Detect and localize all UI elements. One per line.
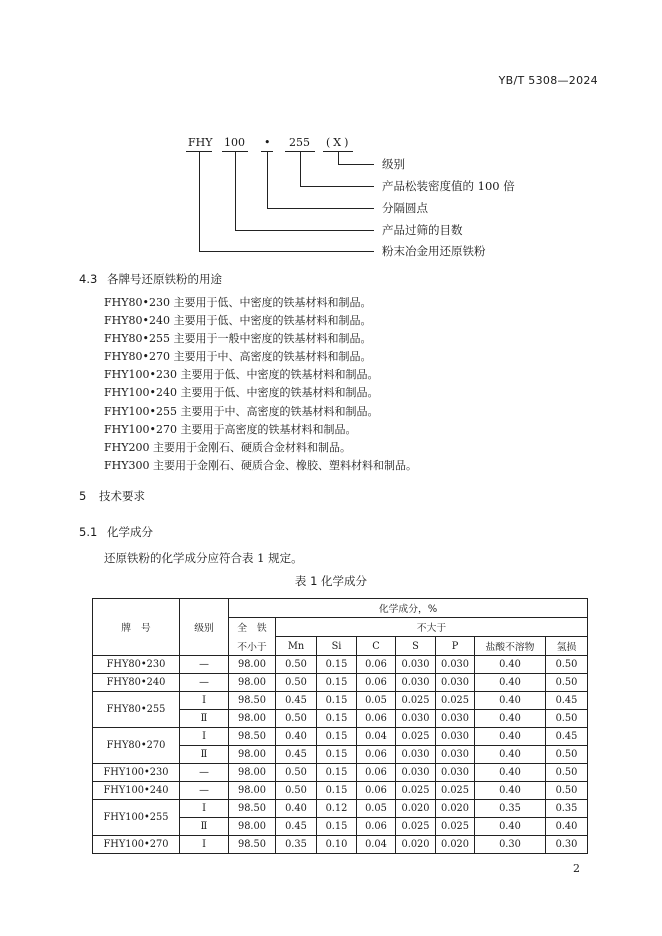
cell-value: 0.030 [396, 710, 436, 728]
code-part-density: 255 [289, 136, 310, 149]
cell-value: 98.50 [229, 728, 276, 746]
cell-value: 0.15 [317, 764, 357, 782]
heading-4-3 [79, 271, 222, 287]
code-part-mesh: 100 [224, 136, 245, 149]
usage-item: FHY80•240 主要用于低、中密度的铁基材料和制品。 [104, 314, 372, 328]
cell-value: 98.00 [229, 746, 276, 764]
leader-level-v [338, 151, 339, 164]
cell-value: 0.40 [475, 818, 546, 836]
cell-value: 0.35 [475, 800, 546, 818]
standard-number: YB/T 5308—2024 [498, 74, 598, 87]
cell-value: 0.45 [276, 692, 317, 710]
heading-title: 各牌号还原铁粉的用途 [107, 272, 222, 286]
cell-value: 0.40 [546, 818, 588, 836]
header-col-hydrogen-loss: 氢损 [546, 637, 588, 656]
leader-density-h [300, 186, 374, 187]
usage-list [104, 294, 417, 475]
header-col-p: P [436, 637, 475, 656]
cell-value: 0.020 [436, 836, 475, 854]
usage-item: FHY80•270 主要用于中、高密度的铁基材料和制品。 [104, 350, 372, 364]
cell-value: 0.45 [546, 728, 588, 746]
cell-value: 0.40 [475, 728, 546, 746]
cell-value: 98.50 [229, 836, 276, 854]
cell-value: 0.020 [396, 800, 436, 818]
heading-number: 5 [79, 489, 87, 503]
cell-grade: FHY80•240 [93, 674, 180, 692]
cell-value: 0.025 [436, 782, 475, 800]
cell-level: Ⅰ [180, 800, 229, 818]
cell-value: 0.12 [317, 800, 357, 818]
cell-value: 0.06 [357, 818, 396, 836]
cell-value: 0.15 [317, 818, 357, 836]
code-part-prefix: FHY [188, 136, 213, 149]
cell-level: — [180, 782, 229, 800]
header-col-mn: Mn [276, 637, 317, 656]
leader-mesh-v [235, 151, 236, 230]
cell-value: 0.04 [357, 728, 396, 746]
cell-grade: FHY80•270 [93, 728, 180, 764]
cell-value: 98.00 [229, 656, 276, 674]
heading-number: 4.3 [79, 272, 98, 286]
cell-value: 0.40 [276, 728, 317, 746]
cell-level: Ⅱ [180, 710, 229, 728]
cell-level: Ⅰ [180, 692, 229, 710]
cell-value: 0.40 [475, 692, 546, 710]
cell-grade: FHY80•230 [93, 656, 180, 674]
heading-title: 化学成分 [107, 525, 153, 539]
header-total-iron: 全 铁 [229, 618, 276, 637]
cell-value: 0.030 [436, 710, 475, 728]
cell-value: 0.40 [276, 800, 317, 818]
cell-value: 0.06 [357, 656, 396, 674]
cell-value: 0.30 [475, 836, 546, 854]
cell-value: 0.10 [317, 836, 357, 854]
cell-level: Ⅰ [180, 728, 229, 746]
cell-value: 0.35 [546, 800, 588, 818]
cell-value: 0.50 [276, 764, 317, 782]
usage-item: FHY100•255 主要用于中、高密度的铁基材料和制品。 [104, 404, 379, 418]
cell-value: 0.50 [546, 674, 588, 692]
table-row [93, 836, 588, 854]
cell-value: 0.35 [276, 836, 317, 854]
cell-level: — [180, 764, 229, 782]
cell-value: 0.45 [546, 692, 588, 710]
header-col-c: C [357, 637, 396, 656]
table-caption: 表 1 化学成分 [294, 574, 368, 588]
cell-value: 0.05 [357, 692, 396, 710]
cell-value: 0.020 [436, 800, 475, 818]
cell-value: 0.40 [475, 764, 546, 782]
cell-value: 0.06 [357, 782, 396, 800]
cell-grade: FHY100•255 [93, 800, 180, 836]
table-row [93, 728, 588, 746]
cell-value: 0.030 [396, 674, 436, 692]
usage-item: FHY100•270 主要用于高密度的铁基材料和制品。 [104, 422, 357, 436]
leader-prefix-v [199, 151, 200, 251]
header-not-less: 不小于 [229, 637, 276, 656]
cell-value: 0.40 [475, 782, 546, 800]
cell-value: 0.50 [546, 656, 588, 674]
cell-grade: FHY100•270 [93, 836, 180, 854]
cell-value: 0.025 [436, 692, 475, 710]
cell-value: 0.50 [276, 674, 317, 692]
label-mesh: 产品过筛的目数 [382, 223, 463, 237]
cell-value: 0.15 [317, 710, 357, 728]
cell-value: 0.50 [546, 764, 588, 782]
cell-grade: FHY80•255 [93, 692, 180, 728]
cell-value: 0.50 [276, 656, 317, 674]
header-col-s: S [396, 637, 436, 656]
cell-value: 0.06 [357, 746, 396, 764]
usage-item: FHY100•230 主要用于低、中密度的铁基材料和制品。 [104, 368, 379, 382]
cell-value: 98.00 [229, 782, 276, 800]
usage-item: FHY300 主要用于金刚石、硬质合金、橡胶、塑料材料和制品。 [104, 458, 417, 472]
cell-value: 0.06 [357, 764, 396, 782]
cell-value: 0.025 [396, 782, 436, 800]
cell-level: — [180, 674, 229, 692]
cell-value: 0.40 [475, 674, 546, 692]
cell-value: 0.030 [436, 674, 475, 692]
header-level: 级别 [180, 599, 229, 656]
leader-prefix-h [199, 251, 374, 252]
cell-value: 0.15 [317, 674, 357, 692]
code-part-level: (X) [326, 136, 352, 149]
cell-value: 0.030 [436, 764, 475, 782]
cell-value: 0.45 [276, 818, 317, 836]
cell-level: Ⅰ [180, 836, 229, 854]
cell-value: 0.030 [396, 746, 436, 764]
cell-level: — [180, 656, 229, 674]
cell-value: 0.50 [276, 710, 317, 728]
cell-value: 0.030 [396, 764, 436, 782]
header-not-greater: 不大于 [276, 618, 588, 637]
label-product: 粉末冶金用还原铁粉 [382, 244, 486, 258]
cell-value: 98.00 [229, 764, 276, 782]
cell-value: 98.50 [229, 800, 276, 818]
cell-value: 0.40 [475, 656, 546, 674]
table-row [93, 692, 588, 710]
label-level: 级别 [382, 157, 405, 171]
cell-value: 0.025 [396, 818, 436, 836]
cell-value: 0.025 [396, 728, 436, 746]
cell-value: 0.030 [436, 656, 475, 674]
cell-value: 98.50 [229, 692, 276, 710]
cell-value: 0.15 [317, 728, 357, 746]
cell-value: 0.15 [317, 782, 357, 800]
header-col-si: Si [317, 637, 357, 656]
header-chem: 化学成分，% [229, 599, 588, 618]
cell-value: 0.030 [436, 728, 475, 746]
usage-item: FHY80•230 主要用于低、中密度的铁基材料和制品。 [104, 296, 372, 309]
cell-level: Ⅱ [180, 746, 229, 764]
cell-value: 0.15 [317, 746, 357, 764]
heading-number: 5.1 [79, 525, 98, 539]
cell-grade: FHY100•230 [93, 764, 180, 782]
header-col-insoluble: 盐酸不溶物 [475, 637, 546, 656]
leader-dot-v [267, 151, 268, 208]
cell-value: 0.50 [276, 782, 317, 800]
cell-value: 0.15 [317, 692, 357, 710]
usage-item: FHY100•240 主要用于低、中密度的铁基材料和制品。 [104, 386, 379, 400]
heading-5-1 [79, 524, 153, 540]
cell-value: 0.40 [475, 710, 546, 728]
code-part-dot: • [264, 136, 271, 149]
cell-value: 0.40 [475, 746, 546, 764]
leader-density-v [300, 151, 301, 186]
table-row [93, 782, 588, 800]
cell-value: 0.50 [546, 710, 588, 728]
label-density: 产品松装密度值的 100 倍 [382, 179, 515, 193]
usage-item: FHY80•255 主要用于一般中密度的铁基材料和制品。 [104, 332, 372, 346]
cell-value: 0.50 [546, 746, 588, 764]
leader-dot-h [267, 208, 374, 209]
cell-value: 0.45 [276, 746, 317, 764]
cell-level: Ⅱ [180, 818, 229, 836]
paragraph-5-1: 还原铁粉的化学成分应符合表 1 规定。 [104, 551, 303, 565]
heading-title: 技术要求 [99, 489, 145, 503]
cell-value: 0.06 [357, 710, 396, 728]
cell-value: 0.030 [396, 656, 436, 674]
leader-mesh-h [235, 230, 374, 231]
cell-value: 0.020 [396, 836, 436, 854]
table-row [93, 764, 588, 782]
cell-value: 98.00 [229, 818, 276, 836]
cell-value: 0.05 [357, 800, 396, 818]
table-header-row [93, 599, 588, 618]
table-row [93, 674, 588, 692]
chemical-composition-table [92, 598, 588, 854]
cell-value: 0.025 [436, 818, 475, 836]
page-number: 2 [573, 862, 580, 875]
cell-value: 0.025 [396, 692, 436, 710]
cell-grade: FHY100•240 [93, 782, 180, 800]
cell-value: 0.04 [357, 836, 396, 854]
cell-value: 98.00 [229, 674, 276, 692]
cell-value: 0.030 [436, 746, 475, 764]
heading-5 [79, 488, 145, 504]
cell-value: 98.00 [229, 710, 276, 728]
header-grade: 牌 号 [93, 599, 180, 656]
cell-value: 0.50 [546, 782, 588, 800]
table-row [93, 800, 588, 818]
cell-value: 0.06 [357, 674, 396, 692]
label-dot: 分隔圆点 [382, 201, 428, 215]
leader-level-h [338, 164, 374, 165]
usage-item: FHY200 主要用于金刚石、硬质合金材料和制品。 [104, 440, 351, 454]
table-row [93, 656, 588, 674]
cell-value: 0.30 [546, 836, 588, 854]
cell-value: 0.15 [317, 656, 357, 674]
